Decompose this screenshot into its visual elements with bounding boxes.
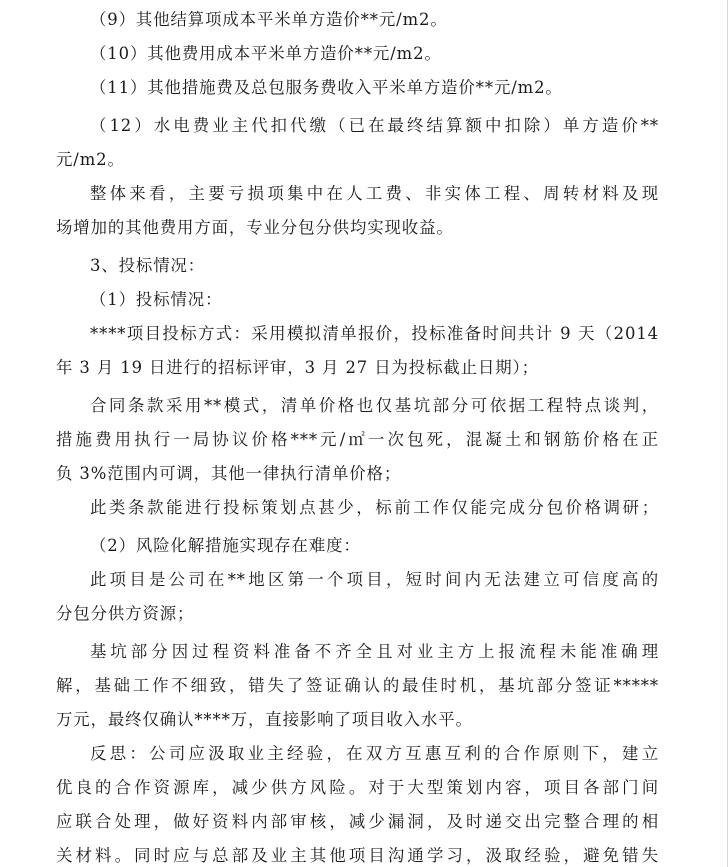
text-line: 合同条款采用**模式，清单价格也仅基坑部分可依据工程特点谈判， bbox=[90, 396, 659, 415]
text-line: （11）其他措施费及总包服务费收入平米单方造价**元/m2。 bbox=[90, 78, 563, 97]
text-line: （12）水电费业主代扣代缴（已在最终结算额中扣除）单方造价** bbox=[90, 116, 659, 135]
text-line: （10）其他费用成本平米单方造价**元/m2。 bbox=[90, 44, 442, 63]
text-line: 此类条款能进行投标策划点甚少，标前工作仅能完成分包价格调研； bbox=[90, 498, 659, 517]
text-line: 元/m2。 bbox=[56, 150, 125, 169]
subsection-heading: （1）投标情况： bbox=[90, 290, 223, 309]
text-line: 此项目是公司在**地区第一个项目，短时间内无法建立可信度高的 bbox=[90, 570, 659, 589]
text-line: （9）其他结算项成本平米单方造价**元/m2。 bbox=[90, 10, 448, 29]
text-line: 负 3%范围内可调，其他一律执行清单价格； bbox=[56, 464, 402, 483]
text-line: 关材料。同时应与总部及业主其他项目沟通学习，汲取经验，避免错失 bbox=[56, 846, 659, 865]
text-line: 优良的合作资源库，减少供方风险。对于大型策划内容，项目各部门间 bbox=[56, 778, 659, 797]
subsection-heading: （2）风险化解措施实现存在难度： bbox=[90, 536, 361, 555]
text-line: 基坑部分因过程资料准备不齐全且对业主方上报流程未能准确理 bbox=[90, 642, 659, 661]
text-line: 反思：公司应汲取业主经验，在双方互惠互利的合作原则下，建立 bbox=[90, 744, 659, 763]
text-line: 应联合处理，做好资料内部审核，减少漏洞，及时递交出完整合理的相 bbox=[56, 812, 659, 831]
text-line: 措施费用执行一局协议价格***元/㎡一次包死，混凝土和钢筋价格在正 bbox=[56, 430, 659, 449]
section-heading: 3、投标情况： bbox=[90, 256, 206, 275]
text-line: 解，基础工作不细致，错失了签证确认的最佳时机，基坑部分签证***** bbox=[56, 676, 659, 695]
text-line: ****项目投标方式：采用模拟清单报价，投标准备时间共计 9 天（2014 bbox=[90, 324, 659, 343]
text-line: 年 3 月 19 日进行的招标评审，3 月 27 日为投标截止日期）； bbox=[56, 358, 539, 377]
text-line: 分包分供方资源； bbox=[56, 604, 195, 623]
text-line: 整体来看，主要亏损项集中在人工费、非实体工程、周转材料及现 bbox=[90, 184, 659, 203]
text-line: 万元，最终仅确认****万，直接影响了项目收入水平。 bbox=[56, 710, 473, 729]
text-line: 场增加的其他费用方面，专业分包分供均实现收益。 bbox=[56, 218, 454, 237]
